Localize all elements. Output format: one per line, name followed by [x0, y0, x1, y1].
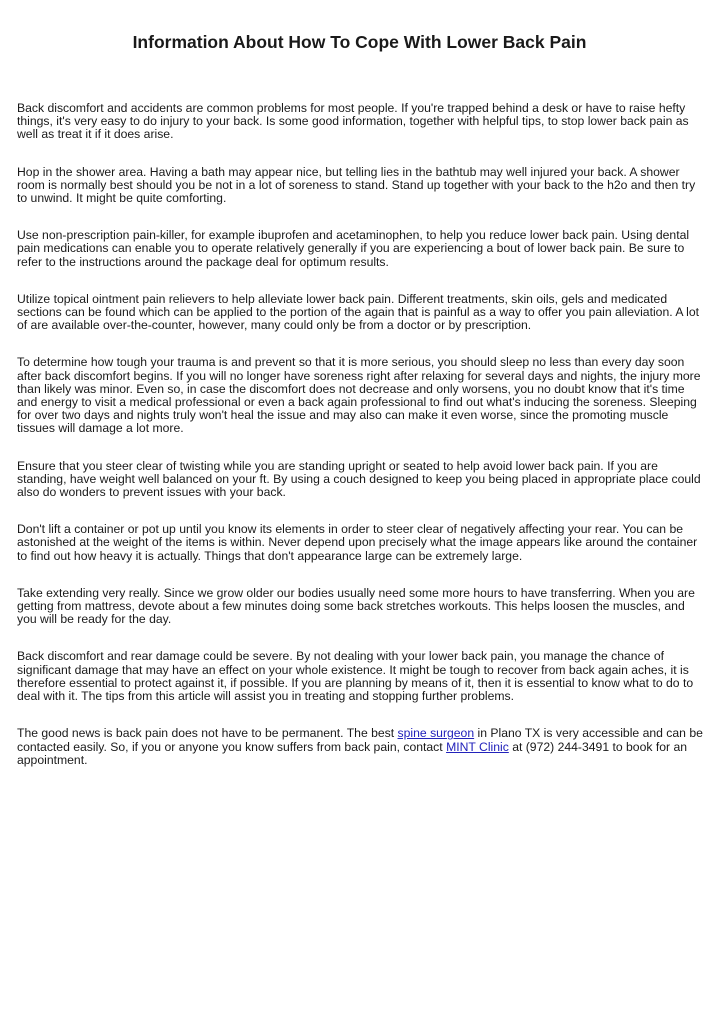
- page-title: Information About How To Cope With Lower Back Pain: [132, 32, 587, 52]
- paragraph-3: Use non-prescription pain-killer, for example ibuprofen and acetaminophen, to help you reduce lower back pain. Using dental pain medications can enable you to operate relatively generally if you are experiencing a bout of lower back pain. Be sure to refer to the instructions around the package deal for optimum results.: [17, 228, 690, 269]
- spine-surgeon-link[interactable]: spine surgeon: [397, 726, 475, 741]
- closing-text-1: The good news is back pain does not have to be permanent. The best: [17, 726, 398, 741]
- paragraph-6: Ensure that you steer clear of twisting while you are standing upright or seated to help avoid lower back pain. If you are standing, have weight well balanced on your ft. By using a couch designed to keep you being placed in appropriate place could also do wonders to prevent issues with your back.: [17, 458, 701, 500]
- paragraph-9: Back discomfort and rear damage could be severe. By not dealing with your lower back pain, you manage the chance of significant damage that may have an effect on your whole existence. It might be tough to recover from back again aches, it is therefore essential to protect against it, if possible. If you are planning by means of it, then it is essential to know what to do to deal with it. The tips from this article will assist you in treating and stopping further problems.: [17, 649, 694, 704]
- paragraph-1: Back discomfort and accidents are common problems for most people. If you're trapped behind a desk or have to raise hefty things, it's very easy to do injury to your back. Is some good information, together with helpful tips, to stop lower back pain as well as treat it if it does arise.: [17, 101, 689, 142]
- paragraph-8: Take extending very really. Since we grow older our bodies usually need some more hours to have transferring. When you are getting from mattress, devote about a few minutes doing some back stretches workouts. This helps loosen the muscles, and you will be ready for the day.: [17, 585, 695, 627]
- closing-text-2: in Plano TX is very accessible and can be contacted easily. So, if you or anyone you know suffers from back pain, contact: [17, 726, 703, 754]
- article-body: [17, 102, 705, 791]
- paragraph-2: Hop in the shower area. Having a bath may appear nice, but telling lies in the bathtub may well injured your back. A shower room is normally best should you be not in a lot of soreness to stand. Stand up together with your back to the h2o and then try to unwind. It might be quite comforting.: [17, 164, 696, 206]
- paragraph-5: To determine how tough your trauma is and prevent so that it is more serious, you should sleep no less than every day soon after back discomfort begins. If you will no longer have soreness right after relaxing for several days and nights, the injury more than likely was minor. Even so, in case the discomfort does not decrease and only worsens, you no doubt know that it's time and energy to visit a medical professional or even a back again professional to find out what's inducing the soreness. Sleeping for over two days and nights truly won't heal the issue and may also can make it even worse, since the promoting muscle tissues will damage a lot more.: [17, 355, 701, 436]
- paragraph-4: Utilize topical ointment pain relievers to help alleviate lower back pain. Different treatments, skin oils, gels and medicated sections can be found which can be applied to the portion of the again that is painful as a way to offer you pain alleviation. A lot of are available over-the-counter, however, many could only be from a doctor or by prescription.: [17, 291, 700, 333]
- mint-clinic-link[interactable]: MINT Clinic: [446, 739, 509, 754]
- paragraph-7: Don't lift a container or pot up until you know its elements in order to steer clear of negatively affecting your rear. You can be astonished at the weight of the items is within. Never depend upon precisely what the image appears like around the container to find out how heavy it is actually. Things that don't appearance large can be extremely large.: [17, 522, 698, 563]
- closing-text-3: at (972) 244-3491 to book for an appointment.: [17, 739, 688, 767]
- closing-paragraph: [17, 727, 705, 767]
